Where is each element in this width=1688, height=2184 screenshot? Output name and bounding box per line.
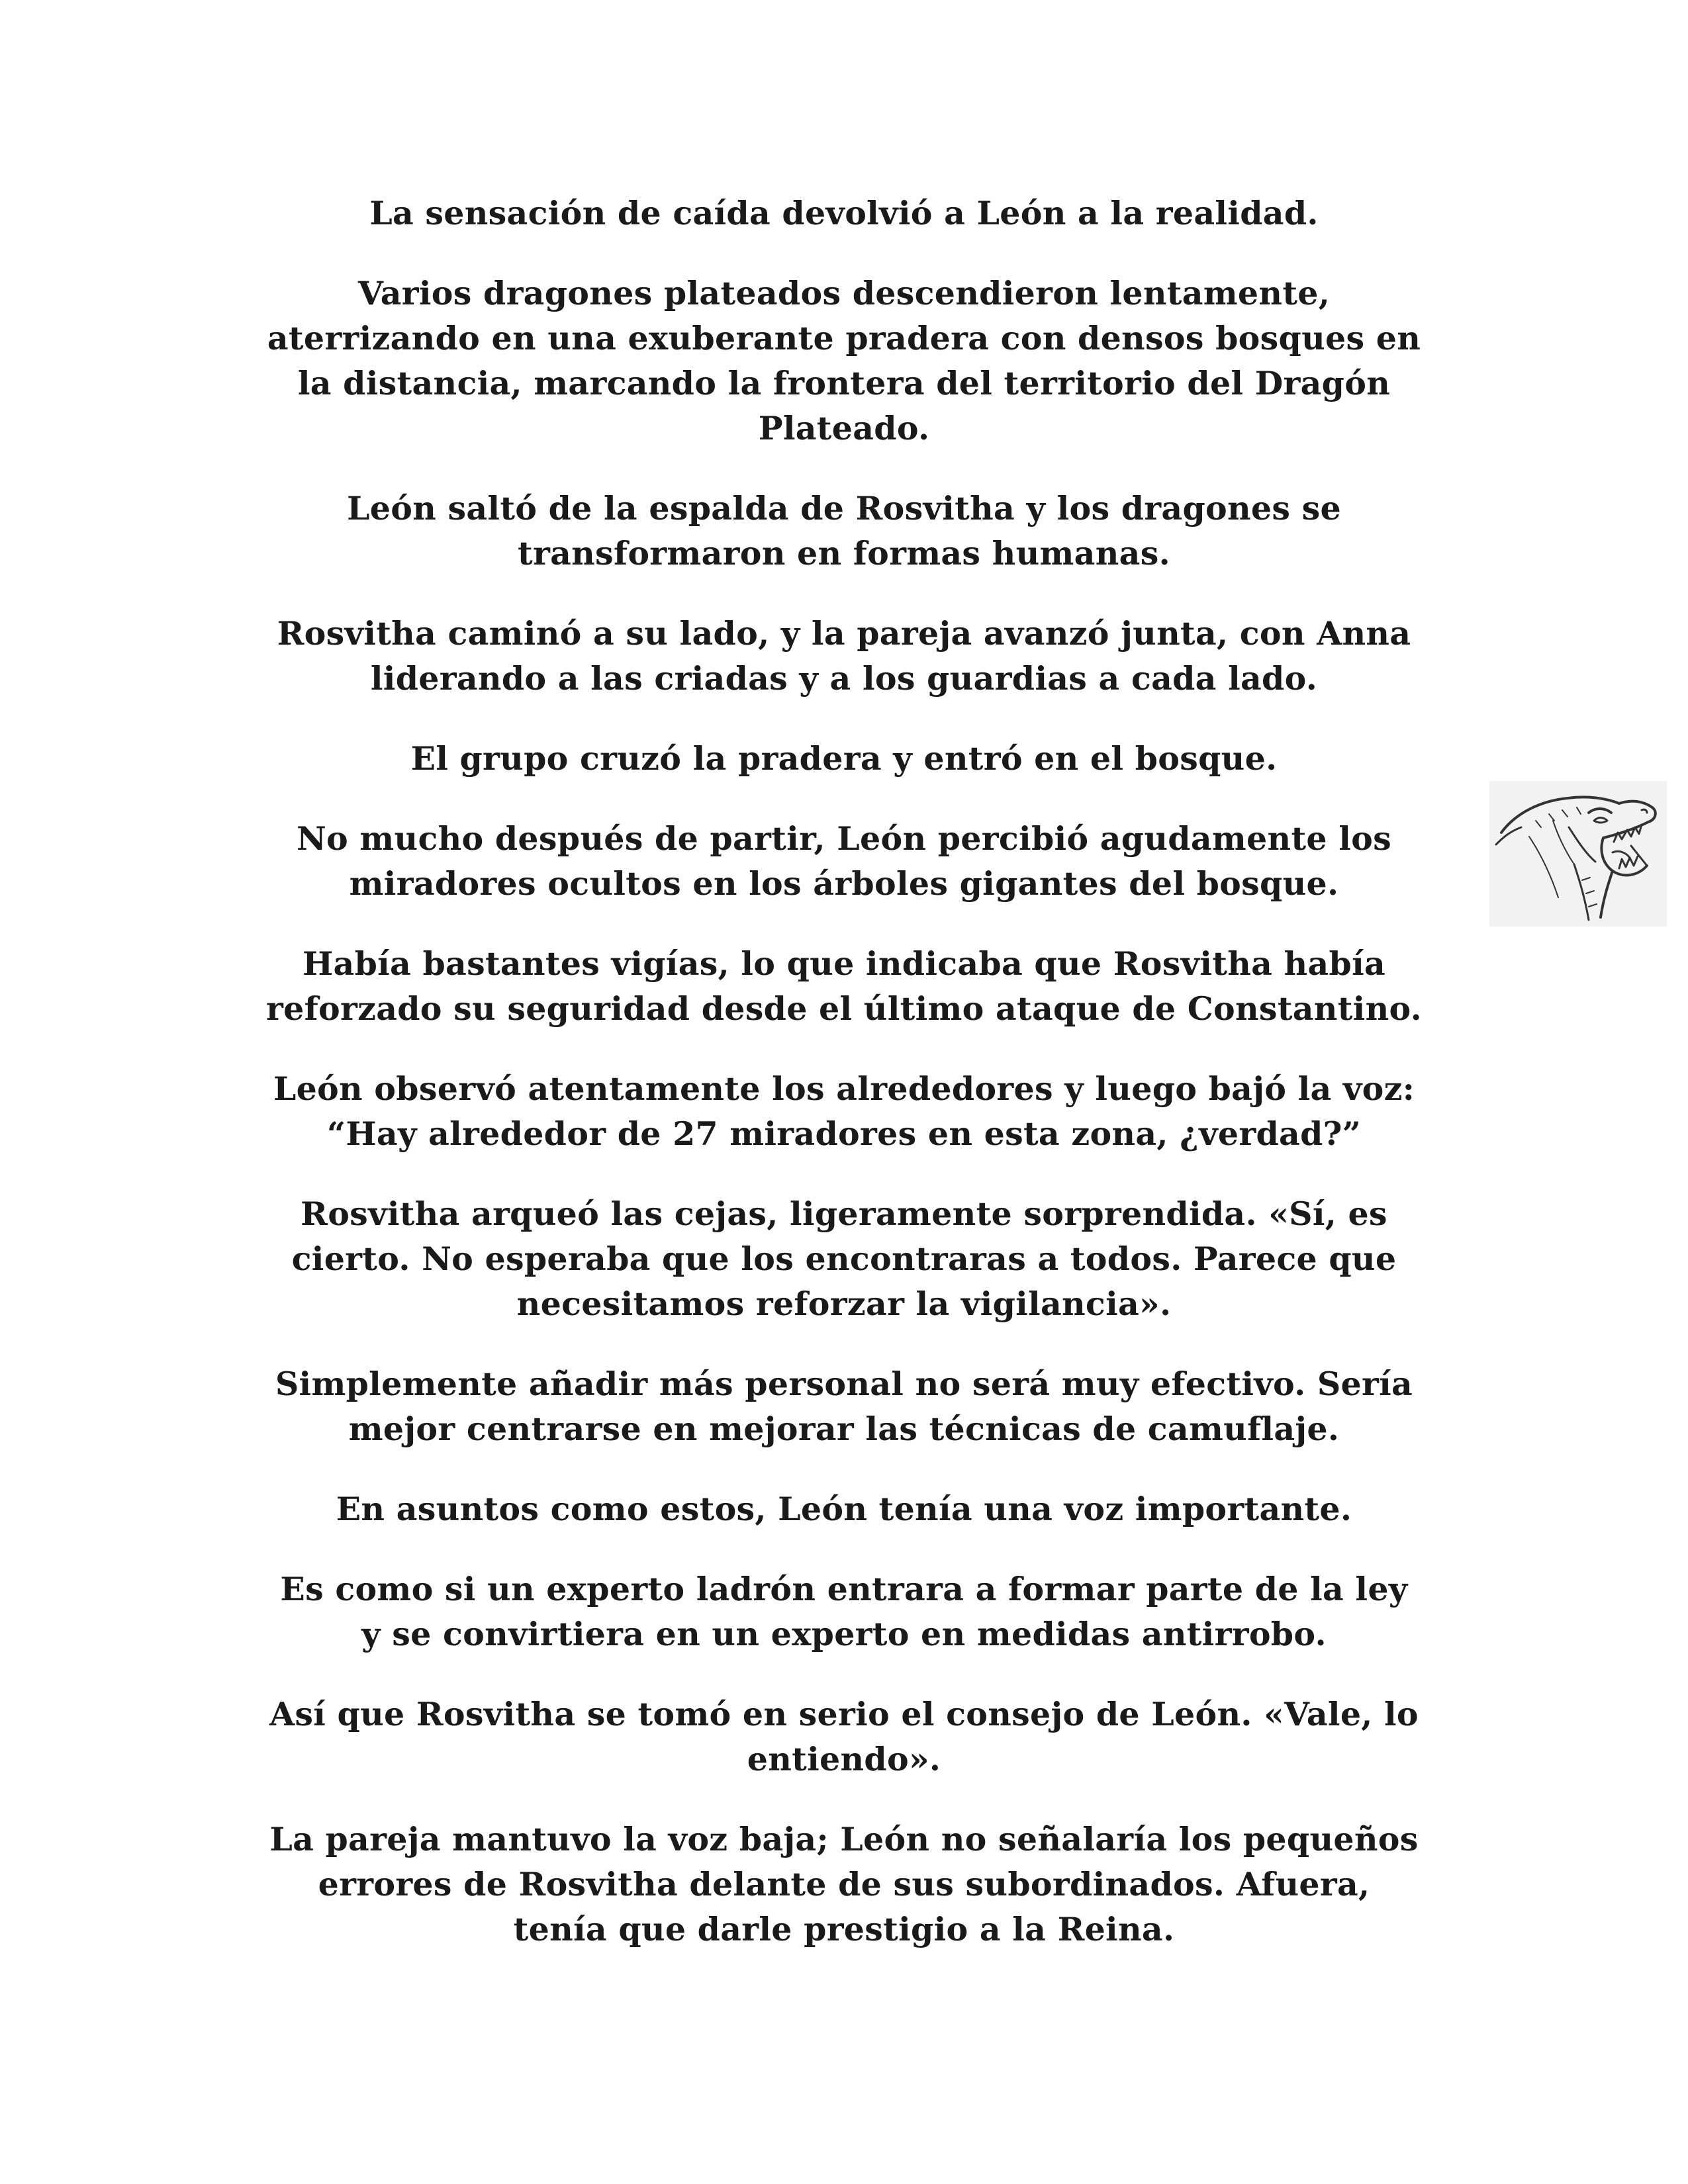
paragraph-4: Rosvitha caminó a su lado, y la pareja avanzó junta, con Anna liderando a las criadas y a los guardias a cada lado. (277, 614, 1411, 698)
paragraph-6: No mucho después de partir, León percibió agudamente los miradores ocultos en los árboles gigantes del bosque. (296, 819, 1392, 903)
paragraph-9: Rosvitha arqueó las cejas, ligeramente sorprendida. «Sí, es cierto. No esperaba que los encontraras a todos. Parece que necesitamos reforzar la vigilancia». (291, 1195, 1397, 1323)
paragraph-2: Varios dragones plateados descendieron lentamente, aterrizando en una exuberante pradera con densos bosques en la distancia, marcando la frontera del territorio del Dragón Plateado. (267, 274, 1421, 447)
paragraph-13: Así que Rosvitha se tomó en serio el consejo de León. «Vale, lo entiendo». (269, 1695, 1419, 1778)
paragraph-14: La pareja mantuvo la voz baja; León no señalaría los pequeños errores de Rosvitha delante de sus subordinados. Afuera, tenía que darle prestigio a la Reina. (269, 1820, 1419, 1948)
paragraph-11: En asuntos como estos, León tenía una voz importante. (336, 1490, 1352, 1528)
paragraph-8: León observó atentamente los alrededores y luego bajó la voz: “Hay alrededor de 27 miradores en esta zona, ¿verdad?” (273, 1069, 1415, 1153)
body-text (218, 191, 1470, 1987)
paragraph-12: Es como si un experto ladrón entrara a formar parte de la ley y se convirtiera en un experto en medidas antirrobo. (280, 1570, 1408, 1653)
paragraph-7: Había bastantes vigías, lo que indicaba que Rosvitha había reforzado su seguridad desde el último ataque de Constantino. (266, 944, 1422, 1028)
paragraph-10: Simplemente añadir más personal no será muy efectivo. Sería mejor centrarse en mejorar las técnicas de camuflaje. (275, 1365, 1413, 1448)
dragon-head-sketch-icon (1489, 781, 1667, 927)
paragraph-1: La sensación de caída devolvió a León a la realidad. (369, 194, 1319, 232)
paragraph-5: El grupo cruzó la pradera y entró en el bosque. (410, 739, 1278, 778)
paragraph-3: León saltó de la espalda de Rosvitha y los dragones se transformaron en formas humanas. (347, 489, 1341, 572)
